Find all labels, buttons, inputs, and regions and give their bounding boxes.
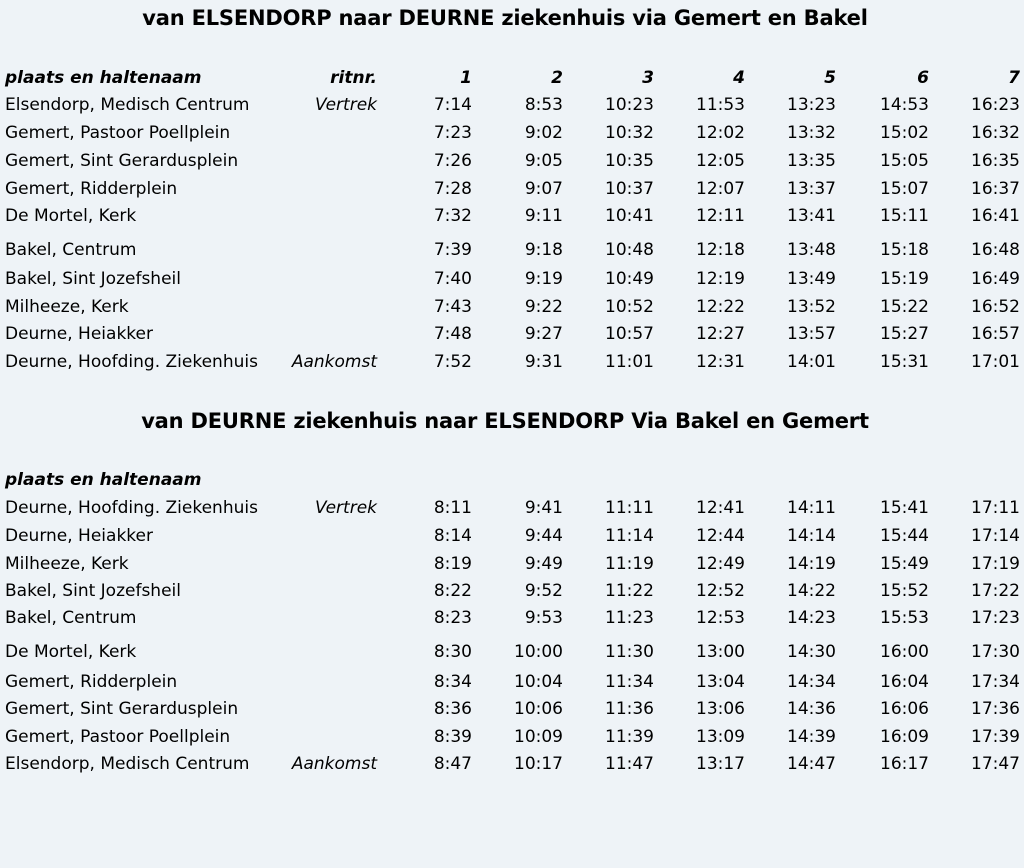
departure-time: 15:11 [880, 206, 929, 226]
departure-time: 9:41 [524, 498, 563, 518]
stop-name: Bakel, Centrum [5, 240, 137, 260]
stop-name: Deurne, Heiakker [5, 324, 153, 344]
departure-time: 7:28 [433, 179, 472, 199]
departure-time: 10:17 [514, 754, 563, 774]
departure-time: 11:19 [605, 554, 654, 574]
table-row [0, 579, 1024, 603]
stop-name: Bakel, Sint Jozefsheil [5, 269, 181, 289]
departure-time: 14:11 [787, 498, 836, 518]
departure-time: 14:19 [787, 554, 836, 574]
departure-time: 12:53 [696, 608, 745, 628]
departure-time: 9:11 [524, 206, 563, 226]
departure-time: 11:11 [605, 498, 654, 518]
departure-time: 13:37 [787, 179, 836, 199]
table-row [0, 350, 1024, 374]
departure-time: 16:04 [880, 672, 929, 692]
departure-time: 13:00 [696, 642, 745, 662]
departure-time: 12:05 [696, 151, 745, 171]
stop-name: Milheeze, Kerk [5, 554, 129, 574]
departure-time: 13:32 [787, 123, 836, 143]
departure-time: 9:44 [524, 526, 563, 546]
stop-name: Deurne, Hoofding. Ziekenhuis [5, 498, 258, 518]
departure-time: 8:11 [433, 498, 472, 518]
table-row [0, 267, 1024, 291]
departure-time: 12:11 [696, 206, 745, 226]
departure-time: 11:47 [605, 754, 654, 774]
stop-note: Aankomst [291, 352, 377, 372]
timetable-title-outbound: van ELSENDORP naar DEURNE ziekenhuis via Gemert en Bakel [142, 6, 868, 30]
table-row [0, 640, 1024, 664]
departure-time: 17:11 [971, 498, 1020, 518]
stop-name: Bakel, Centrum [5, 608, 137, 628]
departure-time: 17:34 [971, 672, 1020, 692]
departure-time: 15:02 [880, 123, 929, 143]
departure-time: 11:53 [696, 95, 745, 115]
departure-time: 17:36 [971, 699, 1020, 719]
stop-name: Gemert, Ridderplein [5, 179, 178, 199]
table-row [0, 606, 1024, 630]
departure-time: 9:02 [524, 123, 563, 143]
departure-time: 14:47 [787, 754, 836, 774]
departure-time: 15:31 [880, 352, 929, 372]
departure-time: 15:53 [880, 608, 929, 628]
departure-time: 14:36 [787, 699, 836, 719]
departure-time: 13:06 [696, 699, 745, 719]
departure-time: 9:19 [524, 269, 563, 289]
departure-time: 7:23 [433, 123, 472, 143]
departure-time: 14:23 [787, 608, 836, 628]
departure-time: 13:23 [787, 95, 836, 115]
departure-time: 9:05 [524, 151, 563, 171]
departure-time: 12:27 [696, 324, 745, 344]
departure-time: 12:44 [696, 526, 745, 546]
departure-time: 12:19 [696, 269, 745, 289]
column-header-trip-7: 7 [1008, 68, 1020, 88]
table-row [0, 752, 1024, 776]
stop-name: Gemert, Pastoor Poellplein [5, 123, 231, 143]
departure-time: 16:41 [971, 206, 1020, 226]
column-header-trip-2: 2 [551, 68, 563, 88]
departure-time: 17:47 [971, 754, 1020, 774]
departure-time: 17:14 [971, 526, 1020, 546]
departure-time: 13:04 [696, 672, 745, 692]
departure-time: 7:39 [433, 240, 472, 260]
departure-time: 11:14 [605, 526, 654, 546]
departure-time: 14:39 [787, 727, 836, 747]
departure-time: 9:18 [524, 240, 563, 260]
departure-time: 10:57 [605, 324, 654, 344]
departure-time: 16:48 [971, 240, 1020, 260]
departure-time: 16:37 [971, 179, 1020, 199]
departure-time: 17:39 [971, 727, 1020, 747]
departure-time: 13:49 [787, 269, 836, 289]
departure-time: 14:01 [787, 352, 836, 372]
departure-time: 8:53 [524, 95, 563, 115]
departure-time: 16:52 [971, 297, 1020, 317]
column-header-trip-5: 5 [824, 68, 836, 88]
departure-time: 15:27 [880, 324, 929, 344]
departure-time: 16:23 [971, 95, 1020, 115]
departure-time: 8:19 [433, 554, 472, 574]
table-header-return [0, 468, 1024, 492]
departure-time: 16:35 [971, 151, 1020, 171]
departure-time: 8:39 [433, 727, 472, 747]
stop-note: Vertrek [314, 95, 377, 115]
departure-time: 17:23 [971, 608, 1020, 628]
stop-name: Bakel, Sint Jozefsheil [5, 581, 181, 601]
departure-time: 10:09 [514, 727, 563, 747]
table-row [0, 238, 1024, 262]
departure-time: 13:09 [696, 727, 745, 747]
departure-time: 14:30 [787, 642, 836, 662]
departure-time: 7:32 [433, 206, 472, 226]
departure-time: 10:37 [605, 179, 654, 199]
departure-time: 9:49 [524, 554, 563, 574]
departure-time: 9:52 [524, 581, 563, 601]
departure-time: 16:06 [880, 699, 929, 719]
departure-time: 12:22 [696, 297, 745, 317]
departure-time: 16:32 [971, 123, 1020, 143]
departure-time: 7:52 [433, 352, 472, 372]
departure-time: 12:18 [696, 240, 745, 260]
departure-time: 14:14 [787, 526, 836, 546]
departure-time: 16:09 [880, 727, 929, 747]
column-header-trip-4: 4 [733, 68, 745, 88]
departure-time: 13:17 [696, 754, 745, 774]
departure-time: 7:43 [433, 297, 472, 317]
departure-time: 14:53 [880, 95, 929, 115]
departure-time: 15:44 [880, 526, 929, 546]
stop-name: Gemert, Sint Gerardusplein [5, 699, 239, 719]
table-row [0, 697, 1024, 721]
departure-time: 9:22 [524, 297, 563, 317]
departure-time: 15:49 [880, 554, 929, 574]
stop-name: De Mortel, Kerk [5, 206, 137, 226]
departure-time: 14:22 [787, 581, 836, 601]
stop-name: Gemert, Pastoor Poellplein [5, 727, 231, 747]
stop-name: Milheeze, Kerk [5, 297, 129, 317]
departure-time: 12:07 [696, 179, 745, 199]
departure-time: 11:01 [605, 352, 654, 372]
stop-name: Elsendorp, Medisch Centrum [5, 754, 250, 774]
departure-time: 9:53 [524, 608, 563, 628]
departure-time: 17:22 [971, 581, 1020, 601]
departure-time: 7:26 [433, 151, 472, 171]
departure-time: 8:36 [433, 699, 472, 719]
departure-time: 10:06 [514, 699, 563, 719]
departure-time: 10:32 [605, 123, 654, 143]
departure-time: 11:34 [605, 672, 654, 692]
departure-time: 9:31 [524, 352, 563, 372]
departure-time: 16:49 [971, 269, 1020, 289]
table-row [0, 295, 1024, 319]
departure-time: 15:19 [880, 269, 929, 289]
departure-time: 17:01 [971, 352, 1020, 372]
departure-time: 16:00 [880, 642, 929, 662]
departure-time: 10:04 [514, 672, 563, 692]
stop-note: Aankomst [291, 754, 377, 774]
column-header-ritnr: ritnr. [330, 68, 377, 88]
stop-note: Vertrek [314, 498, 377, 518]
departure-time: 10:52 [605, 297, 654, 317]
departure-time: 12:31 [696, 352, 745, 372]
departure-time: 13:35 [787, 151, 836, 171]
departure-time: 7:40 [433, 269, 472, 289]
departure-time: 7:14 [433, 95, 472, 115]
departure-time: 12:41 [696, 498, 745, 518]
table-row [0, 149, 1024, 173]
departure-time: 10:41 [605, 206, 654, 226]
table-row [0, 322, 1024, 346]
departure-time: 15:18 [880, 240, 929, 260]
departure-time: 8:30 [433, 642, 472, 662]
table-row [0, 93, 1024, 117]
departure-time: 13:52 [787, 297, 836, 317]
departure-time: 12:02 [696, 123, 745, 143]
departure-time: 16:17 [880, 754, 929, 774]
table-row [0, 177, 1024, 201]
column-header-stop: plaats en haltenaam [5, 470, 202, 490]
departure-time: 11:22 [605, 581, 654, 601]
column-header-trip-1: 1 [460, 68, 472, 88]
departure-time: 8:14 [433, 526, 472, 546]
departure-time: 10:49 [605, 269, 654, 289]
departure-time: 14:34 [787, 672, 836, 692]
departure-time: 11:36 [605, 699, 654, 719]
departure-time: 8:34 [433, 672, 472, 692]
table-row [0, 204, 1024, 228]
table-row [0, 670, 1024, 694]
stop-name: Gemert, Ridderplein [5, 672, 178, 692]
departure-time: 10:00 [514, 642, 563, 662]
departure-time: 12:52 [696, 581, 745, 601]
departure-time: 13:48 [787, 240, 836, 260]
departure-time: 11:39 [605, 727, 654, 747]
column-header-stop: plaats en haltenaam [5, 68, 202, 88]
table-row [0, 121, 1024, 145]
stop-name: Gemert, Sint Gerardusplein [5, 151, 239, 171]
departure-time: 15:05 [880, 151, 929, 171]
departure-time: 17:30 [971, 642, 1020, 662]
column-header-trip-3: 3 [642, 68, 654, 88]
departure-time: 13:57 [787, 324, 836, 344]
column-header-trip-6: 6 [917, 68, 929, 88]
departure-time: 11:23 [605, 608, 654, 628]
departure-time: 7:48 [433, 324, 472, 344]
stop-name: De Mortel, Kerk [5, 642, 137, 662]
timetable-title-return: van DEURNE ziekenhuis naar ELSENDORP Via Bakel en Gemert [141, 409, 869, 433]
table-header-outbound [0, 66, 1024, 90]
departure-time: 12:49 [696, 554, 745, 574]
table-row [0, 496, 1024, 520]
table-row [0, 524, 1024, 548]
departure-time: 10:48 [605, 240, 654, 260]
departure-time: 9:27 [524, 324, 563, 344]
departure-time: 10:35 [605, 151, 654, 171]
departure-time: 10:23 [605, 95, 654, 115]
departure-time: 15:52 [880, 581, 929, 601]
departure-time: 15:22 [880, 297, 929, 317]
stop-name: Deurne, Hoofding. Ziekenhuis [5, 352, 258, 372]
departure-time: 8:47 [433, 754, 472, 774]
departure-time: 16:57 [971, 324, 1020, 344]
departure-time: 11:30 [605, 642, 654, 662]
departure-time: 8:23 [433, 608, 472, 628]
stop-name: Deurne, Heiakker [5, 526, 153, 546]
table-row [0, 552, 1024, 576]
departure-time: 15:41 [880, 498, 929, 518]
departure-time: 15:07 [880, 179, 929, 199]
table-row [0, 725, 1024, 749]
departure-time: 9:07 [524, 179, 563, 199]
departure-time: 8:22 [433, 581, 472, 601]
departure-time: 13:41 [787, 206, 836, 226]
departure-time: 17:19 [971, 554, 1020, 574]
stop-name: Elsendorp, Medisch Centrum [5, 95, 250, 115]
